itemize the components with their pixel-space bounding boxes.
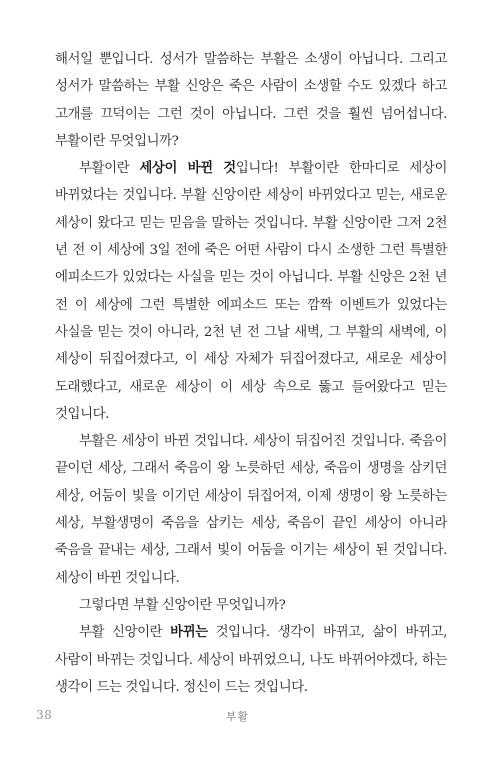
page-footer [0, 708, 500, 728]
paragraph-text: 입니다! 부활이란 한마디로 세상이 바뀌었다는 것입니다. 부활 신앙이란 세상이 바뀌었다고 믿는, 새로운 세상이 왔다고 믿는 믿음을 말하는 것입니다. 부활 신앙이란 그저 2천 년 전 이 세상에 3일 전에 죽은 어떤 사람이 다시 소생한 그런 특별한 에피소드가 있었다는 사실을 믿는 것이 아닙니다. 부활 신앙은 2천 년 전 이 세상에 그런 특별한 에피소드 또는 깜짝 이벤트가 있었다는 사실을 믿는 것이 아니라, 2천 년 전 그날 새벽, 그 부활의 새벽에, 이 세상이 뒤집어졌다고, 이 세상 자체가 뒤집어졌다고, 새로운 세상이 도래했다고, 새로운 세상이 이 세상 속으로 뚫고 들어왔다고 믿는 것입니다. [55, 161, 448, 422]
paragraph-text: 부활이란 [79, 161, 140, 177]
paragraph-text: 부활은 세상이 바뀐 것입니다. 세상이 뒤집어진 것입니다. 죽음이 끝이던 세상, 그래서 죽음이 왕 노릇하던 세상, 죽음이 생명을 삼키던 세상, 어둠이 빛을 이기던 세상이 뒤집어져, 이제 생명이 왕 노릇하는 세상, 부활생명이 죽음을 삼키는 세상, 죽음이 끝인 세상이 아니라 죽음을 끝내는 세상, 그래서 빛이 어둠을 이기는 세상이 된 것입니다. 세상이 바뀐 것입니다. [55, 434, 447, 586]
paragraph-text: 것입니다. 생각이 바뀌고, 삶이 바뀌고, 사람이 바뀌는 것입니다. 세상이 바뀌었으니, 나도 바뀌어야겠다, 하는 생각이 드는 것입니다. 정신이 드는 것입니다. [55, 625, 447, 695]
page-number: 38 [36, 708, 53, 722]
paragraph-text: 해서일 뿐입니다. 성서가 말씀하는 부활은 소생이 아닙니다. 그리고 성서가 말씀하는 부활 신앙은 죽은 사람이 소생할 수도 있겠다 하고 고개를 끄덕이는 그런 것이 아닙니다. 그런 것을 훨씬 넘어섭니다. 부활이란 무엇입니까? [55, 52, 447, 149]
paragraph [55, 592, 447, 619]
paragraph-text: 그렇다면 부활 신앙이란 무엇입니까? [79, 597, 286, 613]
paragraph [55, 428, 447, 592]
paragraph [55, 619, 447, 701]
emphasis-text: 세상이 바뀐 것 [139, 160, 236, 177]
paragraph-text: 부활 신앙이란 [79, 625, 171, 641]
emphasis-text: 바뀌는 [170, 624, 208, 641]
paragraph [55, 155, 447, 428]
body-text [55, 46, 447, 701]
running-header: 부활 [226, 711, 250, 723]
paragraph [55, 46, 447, 155]
